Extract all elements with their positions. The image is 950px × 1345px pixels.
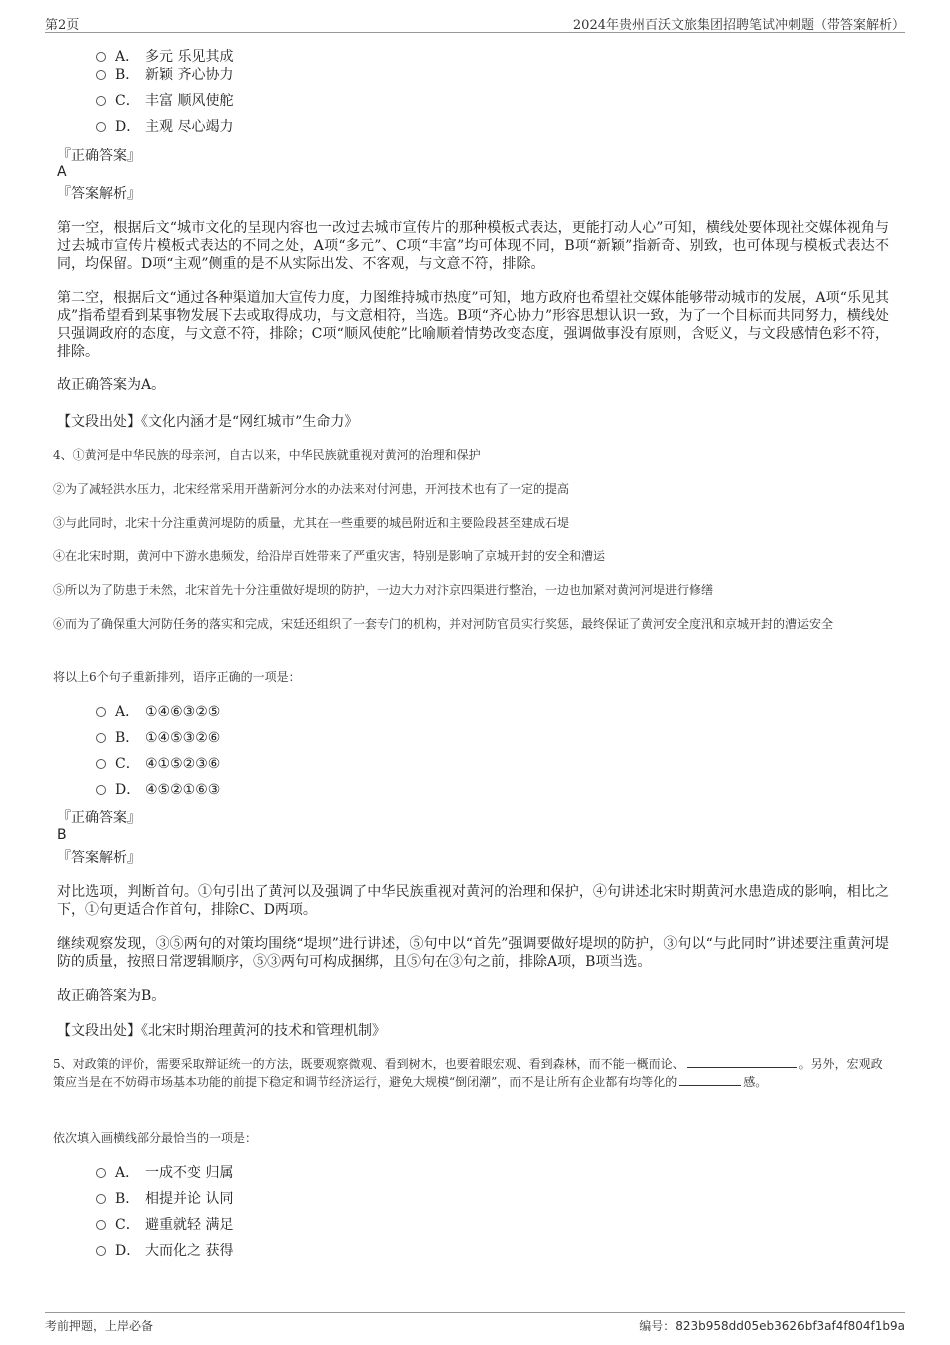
- q4-analysis-paragraph-2: 继续观察发现，③⑤两句的对策均围绕“堤坝”进行讲述，⑤句中以“首先”强调要做好堤坝的防护，③句以“与此同时”讲述要注重黄河堤防的质量，按照日常逻辑顺序，⑤③两句可构成捆绑，且⑤句在③句之前，排除A项，B项当选。: [57, 936, 889, 970]
- radio-icon[interactable]: [96, 785, 106, 795]
- q4-answer: B: [57, 827, 67, 843]
- q5-blank-2[interactable]: [679, 1073, 741, 1086]
- radio-icon[interactable]: [96, 96, 106, 106]
- radio-icon[interactable]: [96, 1194, 106, 1204]
- q3-option-c[interactable]: C． 丰富 顺风使舵: [96, 91, 233, 111]
- radio-icon[interactable]: [96, 52, 106, 62]
- radio-icon[interactable]: [96, 70, 106, 80]
- page-header: [45, 12, 905, 33]
- q4-sentence-2: ②为了减轻洪水压力，北宋经常采用开凿新河分水的办法来对付河患，开河技术也有了一定的提高: [53, 482, 570, 496]
- q4-sentence-5: ⑤所以为了防患于未然，北宋首先十分注重做好堤坝的防护，一边大力对汴京四渠进行整治，一边也加紧对黄河河堤进行修缮: [53, 583, 714, 597]
- q5-prompt: 依次填入画横线部分最恰当的一项是：: [53, 1131, 258, 1145]
- q3-analysis-conclusion: 故正确答案为A。: [57, 377, 166, 393]
- q4-sentence-1: 4、①黄河是中华民族的母亲河，自古以来，中华民族就重视对黄河的治理和保护: [53, 448, 481, 462]
- q4-correct-label: 『正确答案』: [57, 810, 141, 826]
- q3-correct-label: 『正确答案』: [57, 148, 141, 164]
- radio-icon[interactable]: [96, 707, 106, 717]
- q4-analysis-paragraph-1: 对比选项，判断首句。①句引出了黄河以及强调了中华民族重视对黄河的治理和保护，④句讲述北宋时期黄河水患造成的影响，相比之下，①句更适合作首句，排除C、D两项。: [57, 884, 889, 918]
- q4-option-a[interactable]: A． ①④⑥③②⑤: [96, 702, 220, 722]
- page-number: 第2页: [45, 18, 80, 33]
- q3-analysis-label: 『答案解析』: [57, 186, 141, 202]
- q4-sentence-3: ③与此同时，北宋十分注重黄河堤防的质量，尤其在一些重要的城邑附近和主要险段甚至建成石堤: [53, 516, 570, 530]
- q3-source: 【文段出处】《文化内涵才是“网红城市”生命力》: [57, 414, 359, 430]
- q4-analysis-label: 『答案解析』: [57, 850, 141, 866]
- q4-sentence-6: ⑥而为了确保重大河防任务的落实和完成，宋廷还组织了一套专门的机构，并对河防官员实行奖惩，最终保证了黄河安全度汛和京城开封的漕运安全: [53, 617, 834, 631]
- q3-analysis-paragraph-1: 第一空，根据后文“城市文化的呈现内容也一改过去城市宣传片的那种模板式表达，更能打动人心”可知，横线处要体现社交媒体视角与过去城市宣传片模板式表达的不同之处，A项“多元”、C项“丰富”均可体现不同，B项“新颖”指新奇、别致，也可体现与模板式表达不同，均保留。D项“主观”侧重的是不从实际出发、不客观，与文意不符，排除。: [57, 220, 889, 272]
- radio-icon[interactable]: [96, 1168, 106, 1178]
- q5-stem: 5、对政策的评价，需要采取辩证统一的方法，既要观察微观、看到树木，也要着眼宏观、看到森林，而不能一概而论、 。另外，宏观政策应当是在不妨碍市场基本功能的前提下稳定和调节经济运行，避免大规模“倒闭潮”，而不是让所有企业都有均等化的 感。: [53, 1057, 883, 1089]
- radio-icon[interactable]: [96, 733, 106, 743]
- radio-icon[interactable]: [96, 1220, 106, 1230]
- document-title: 2024年贵州百沃文旅集团招聘笔试冲刺题（带答案解析）: [572, 18, 905, 33]
- q4-analysis-conclusion: 故正确答案为B。: [57, 988, 166, 1004]
- q3-option-d[interactable]: D． 主观 尽心竭力: [96, 117, 233, 137]
- q4-option-c[interactable]: C． ④①⑤②③⑥: [96, 754, 220, 774]
- q3-option-a[interactable]: A． 多元 乐见其成: [96, 47, 233, 67]
- q4-option-d[interactable]: D． ④⑤②①⑥③: [96, 780, 220, 800]
- q4-prompt: 将以上6个句子重新排列，语序正确的一项是：: [53, 670, 301, 684]
- q4-source: 【文段出处】《北宋时期治理黄河的技术和管理机制》: [57, 1023, 386, 1039]
- q3-option-b[interactable]: B． 新颖 齐心协力: [96, 65, 233, 85]
- q5-option-b[interactable]: B． 相提并论 认同: [96, 1189, 233, 1209]
- q5-option-c[interactable]: C． 避重就轻 满足: [96, 1215, 233, 1235]
- footer-code: 编号：823b958dd05eb3626bf3af4f804f1b9a: [639, 1319, 905, 1333]
- q3-analysis-paragraph-2: 第二空，根据后文“通过各种渠道加大宣传力度，力图维持城市热度”可知，地方政府也希望社交媒体能够带动城市的发展，A项“乐见其成”指希望看到某事物发展下去或取得成功，与文意相符，当选。B项“齐心协力”形容思想认识一致，为了一个目标而共同努力，横线处只强调政府的态度，与文意不符，排除；C项“顺风使舵”比喻顺着情势改变态度，强调做事没有原则，含贬义，与文段感情色彩不符，排除。: [57, 290, 889, 360]
- radio-icon[interactable]: [96, 759, 106, 769]
- radio-icon[interactable]: [96, 122, 106, 132]
- q4-option-b[interactable]: B． ①④⑤③②⑥: [96, 728, 220, 748]
- q3-answer: A: [57, 164, 67, 180]
- page-footer: [45, 1312, 905, 1333]
- q5-option-a[interactable]: A． 一成不变 归属: [96, 1163, 233, 1183]
- q4-sentence-4: ④在北宋时期，黄河中下游水患频发，给沿岸百姓带来了严重灾害，特别是影响了京城开封的安全和漕运: [53, 549, 606, 563]
- radio-icon[interactable]: [96, 1246, 106, 1256]
- footer-slogan: 考前押题，上岸必备: [45, 1319, 154, 1333]
- q5-blank-1[interactable]: [687, 1055, 797, 1068]
- q5-option-d[interactable]: D． 大而化之 获得: [96, 1241, 233, 1261]
